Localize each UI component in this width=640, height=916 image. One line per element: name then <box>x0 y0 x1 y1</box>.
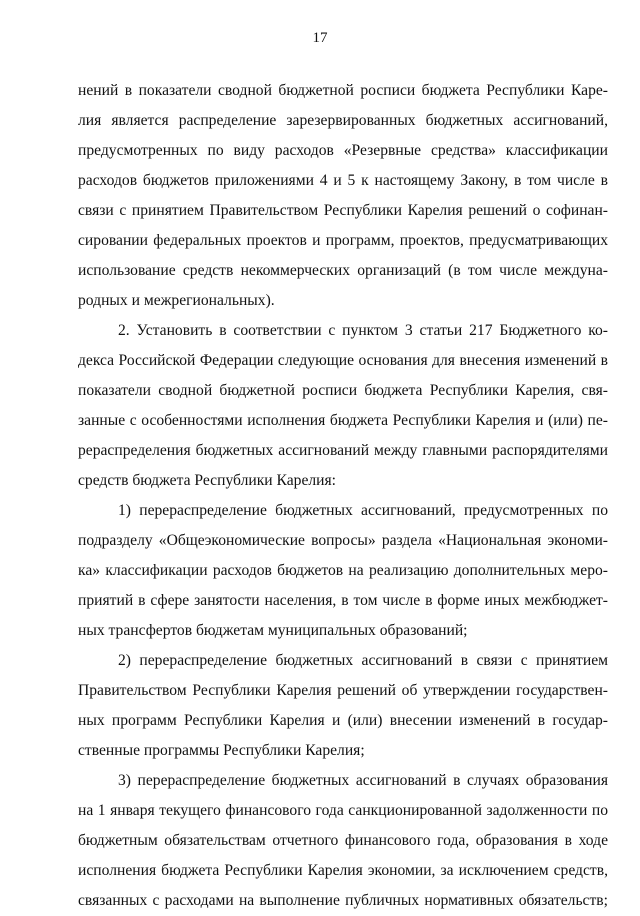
text-line: Правительством Республики Карелия решений об утверждении государствен- <box>78 682 608 699</box>
text-line: 1) перераспределение бюджетных ассигнований, предусмотренных по <box>118 502 608 519</box>
text-line: лия является распределение зарезервированных бюджетных ассигнований, <box>78 112 608 129</box>
text-line: 2. Установить в соответствии с пунктом 3 статьи 217 Бюджетного ко- <box>118 322 608 339</box>
text-line: расходов бюджетов приложениями 4 и 5 к настоящему Закону, в том числе в <box>78 172 608 189</box>
text-line: средств бюджета Республики Карелия: <box>78 472 336 489</box>
text-line: ка» классификации расходов бюджетов на реализацию дополнительных меро- <box>78 562 608 579</box>
text-line: родных и межрегиональных). <box>78 292 275 309</box>
text-line: показатели сводной бюджетной росписи бюджета Республики Карелия, свя- <box>78 382 608 399</box>
paragraph-item-2 <box>78 316 608 496</box>
text-line: занные с особенностями исполнения бюджета Республики Карелия и (или) пе- <box>78 412 608 429</box>
document-body <box>78 76 608 916</box>
paragraph-subitem-3 <box>78 766 608 916</box>
text-line: рераспределения бюджетных ассигнований между главными распорядителями <box>78 442 608 459</box>
text-line: 3) перераспределение бюджетных ассигнований в случаях образования <box>118 772 608 789</box>
text-line: сировании федеральных проектов и программ, проектов, предусматривающих <box>78 232 608 249</box>
text-line: на 1 января текущего финансового года санкционированной задолженности по <box>78 802 608 819</box>
text-line: приятий в сфере занятости населения, в том числе в форме иных межбюджет- <box>78 592 608 609</box>
text-line: использование средств некоммерческих организаций (в том числе междуна- <box>78 262 608 279</box>
text-line: подразделу «Общеэкономические вопросы» раздела «Национальная экономи- <box>78 532 608 549</box>
text-line: ных программ Республики Карелия и (или) внесении изменений в государ- <box>78 712 608 729</box>
text-line: нений в показатели сводной бюджетной росписи бюджета Республики Каре- <box>78 82 608 99</box>
text-line: бюджетным обязательствам отчетного финансового года, образования в ходе <box>78 832 608 849</box>
paragraph-continuation <box>78 76 608 316</box>
page-number: 17 <box>312 30 328 46</box>
paragraph-subitem-1 <box>78 496 608 646</box>
text-line: исполнения бюджета Республики Карелия экономии, за исключением средств, <box>78 862 608 879</box>
paragraph-subitem-2 <box>78 646 608 766</box>
text-line: связи с принятием Правительством Республики Карелия решений о софинан- <box>78 202 608 219</box>
text-line: ных трансфертов бюджетам муниципальных образований; <box>78 622 468 639</box>
text-line: декса Российской Федерации следующие основания для внесения изменений в <box>78 352 608 369</box>
text-line: ственные программы Республики Карелия; <box>78 742 365 759</box>
text-line: предусмотренных по виду расходов «Резервные средства» классификации <box>78 142 608 159</box>
text-line: связанных с расходами на выполнение публичных нормативных обязательств; <box>78 892 608 909</box>
text-line: 2) перераспределение бюджетных ассигнований в связи с принятием <box>118 652 608 669</box>
